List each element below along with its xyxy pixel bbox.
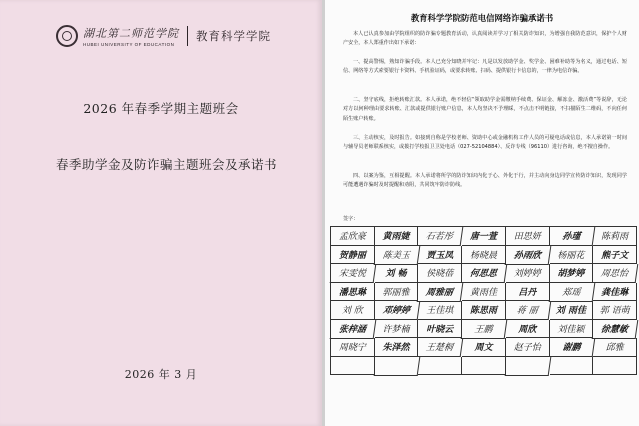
pledge-title: 教育科学学院防范电信网络诈骗承诺书 (410, 13, 554, 23)
signature-cell: 邓婷婷 (373, 301, 419, 320)
signature-cell: 黄雨婕 (375, 227, 419, 246)
signature-cell: 杨丽花 (550, 246, 594, 265)
signature-cell: 许梦楠 (375, 320, 419, 339)
signature-cell: 蒋 丽 (505, 301, 551, 320)
signature-cell: 胡梦婷 (550, 264, 594, 283)
pledge-item-3: 三、主动核实，及时报告。如接到自称是学校老师、资助中心或金融机构工作人员的可疑电话或信息，本人承诺第一时间与辅导员老师联系核实，或拨打学校报卫卫处电话（027-52104884）、反诈专线（96110）进行咨询，绝不擅自操作。 (343, 135, 627, 151)
pledge-intro: 本人已认真参加由学院组织的防诈骗专题教育活动，认真阅读并学习了相关防诈知识，为增强自我防范意识，保护个人财产安全，本人郑重作出如下承诺： (343, 31, 627, 47)
signature-cell (418, 357, 462, 376)
signature-cell: 刘 雨佳 (550, 301, 594, 320)
signature-cell: 朱泽然 (375, 338, 419, 357)
signature-cell: 王楚桐 (417, 338, 463, 357)
signature-cell: 何思思 (461, 264, 507, 283)
signature-cell (505, 357, 551, 376)
signature-cell: 刘佳颖 (550, 320, 594, 339)
pledge-item-2: 二、坚守底线，拒绝转账汇款。本人承诺，绝不轻信“领取助学金需缴纳手续费、保证金、解冻金、激活费”等说辞，无论对方以何种理由要求转账、汇款或提供银行账户信息，本人均坚决不予理睬，不点击不明链接，不扫描陌生二维码，不向任何陌生账户转账。 (343, 97, 627, 122)
pledge-item-1: 一、提高警惕，熟知诈骗手段。本人已充分知晓并牢记：凡是以发放助学金、奖学金、困难补助等为名义，通过电话、短信、网络等方式索要银行卡资料、手机验证码，或要求转账、扫码、提供银行卡信息的，一律为电信诈骗。 (343, 59, 627, 75)
signature-cell: 周欣 (506, 320, 550, 339)
signature-cell: 熊子文 (593, 246, 637, 265)
university-wordmark (83, 25, 179, 47)
signature-cell: 谢鹏 (548, 338, 594, 357)
signature-cell: 王鹏 (461, 320, 507, 339)
university-seal-icon (56, 25, 78, 47)
signature-cell: 侯晓蓓 (418, 264, 462, 283)
signature-label: 签字： (343, 216, 359, 222)
signature-cell: 孙雨欣 (505, 246, 551, 265)
signature-cell: 黄雨佳 (462, 283, 506, 302)
signature-cell: 龚佳琳 (593, 283, 637, 302)
signature-cell (373, 357, 419, 376)
signature-cell: 陈莉雨 (593, 227, 637, 246)
signature-cell (462, 357, 506, 376)
signature-cell: 刘 畅 (375, 264, 419, 283)
university-name-cn: 湖北第二师范学院 (83, 27, 179, 40)
signature-cell: 贾玉凤 (418, 246, 462, 265)
signature-cell: 郭 语萌 (593, 301, 637, 320)
signature-cell: 徐慧敏 (592, 320, 638, 339)
signature-cell (331, 357, 375, 376)
signature-cell: 周雅丽 (417, 283, 463, 302)
cover-date: 2026 年 3 月 (124, 368, 198, 381)
signature-cell: 潘思琳 (331, 283, 375, 302)
school-logo-row (56, 22, 271, 50)
signature-cell: 吕丹 (506, 283, 550, 302)
signature-cell: 田思妍 (506, 227, 550, 246)
signature-cell: 周晓宁 (331, 338, 375, 357)
signature-cell: 刘婷婷 (506, 264, 550, 283)
signature-cell: 贺静丽 (331, 246, 375, 265)
signature-cell: 周思怡 (592, 264, 638, 283)
signature-cell: 赵子怡 (506, 338, 550, 357)
signature-cell: 宋雯悦 (330, 264, 376, 283)
signature-cell: 杨晓晨 (462, 246, 506, 265)
signature-cell: 邱雅 (593, 338, 637, 357)
pledge-item-4: 四、以案为鉴，互相提醒。本人承诺将所学的防诈知识内化于心、外化于行，并主动向身边同学宣传防诈知识，发现同学可能遭遇诈骗时及时提醒和劝阻，共同筑牢防诈防线。 (343, 173, 627, 189)
signature-cell: 郭丽雅 (375, 283, 419, 302)
signature-cell: 王佳琪 (418, 301, 462, 320)
logo-divider (187, 26, 188, 46)
signature-cell: 孟欣豪 (331, 227, 375, 246)
signature-cell (593, 357, 637, 376)
signature-cell: 张梓涵 (330, 320, 376, 339)
signature-cell: 石若彤 (417, 227, 463, 246)
signature-cell: 叶晓云 (418, 320, 462, 339)
cover-subtitle: 春季助学金及防诈骗主题班会及承诺书 (56, 157, 278, 172)
signature-cell: 陈思雨 (462, 301, 506, 320)
cover-title: 2026 年春季学期主题班会 (83, 101, 239, 116)
signature-cell: 唐一萱 (462, 227, 506, 246)
signature-cell: 刘 欣 (331, 301, 375, 320)
signature-cell: 孙瑾 (548, 227, 594, 246)
university-name-en: HUBEI UNIVERSITY OF EDUCATION (83, 42, 175, 47)
signature-cell: 周文 (462, 338, 506, 357)
signature-cell (550, 357, 594, 376)
school-name: 教育科学学院 (196, 29, 271, 43)
signature-cell: 郑瑶 (548, 283, 594, 302)
signature-table (330, 226, 637, 375)
signature-cell: 陈美玉 (373, 246, 419, 265)
